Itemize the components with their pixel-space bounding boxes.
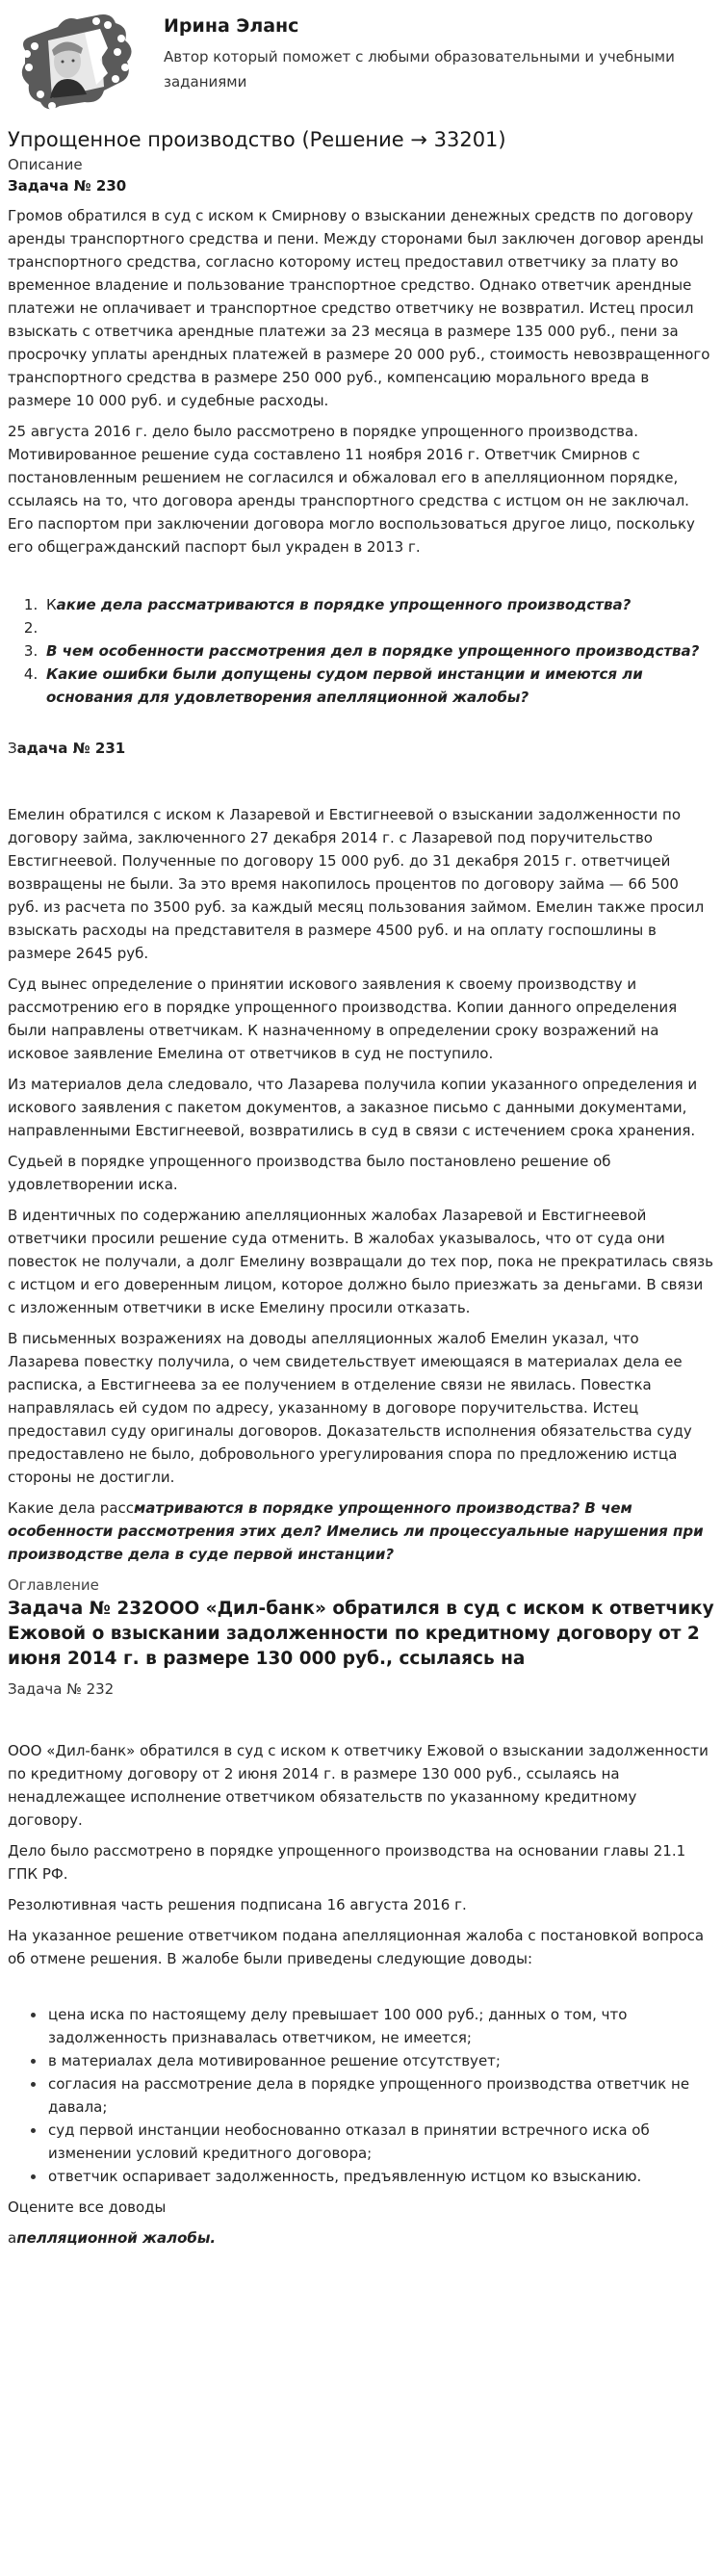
question-item bbox=[42, 616, 714, 639]
author-name[interactable]: Ирина Эланс bbox=[164, 15, 299, 37]
question-text: Какие ошибки были допущены судом первой инстанции и имеются ли основания для удовлетворения апелляционной жалобы? bbox=[46, 665, 643, 706]
task-232-paragraph: Резолютивная часть решения подписана 16 августа 2016 г. bbox=[8, 1896, 467, 1913]
avatar[interactable] bbox=[8, 6, 142, 121]
final-first-letter: а bbox=[8, 2229, 17, 2247]
argument-item: в материалах дела мотивированное решение отсутствует; bbox=[44, 2049, 714, 2072]
heading-first-letter: З bbox=[8, 740, 17, 757]
question-text: акие дела рассматриваются в порядке упрощенного производства? bbox=[56, 596, 632, 613]
question-plain: Какие дела расс bbox=[8, 1499, 135, 1517]
author-info bbox=[142, 6, 703, 94]
task-230-paragraph: Громов обратился в суд с иском к Смирнову о взыскании денежных средств по договору аренды транспортного средства и пени. Между сторонами был заключен договор аренды транспортного средства, согласно которому истец предоставил ответчику за плату во временное владение и пользование транспортное средство. Однако ответчик арендные платежи не оплачивает и транспортное средство ответчику не возвратил. Истец просил взыскать с ответчика арендные платежи за 23 месяца в размере 135 000 руб., пени за просрочку уплаты арендных платежей в размере 20 000 руб., стоимость невозвращенного транспортного средства в размере 250 000 руб., компенсацию морального вреда в размере 10 000 руб. и судебные расходы. bbox=[8, 207, 710, 409]
heading-rest: адача № 231 bbox=[16, 740, 126, 757]
avatar-image-icon bbox=[8, 6, 142, 121]
description-label: Описание bbox=[8, 156, 83, 173]
argument-item: цена иска по настоящему делу превышает 100 000 руб.; данных о том, что задолженность признавалась ответчиком, не имеется; bbox=[44, 2003, 714, 2049]
argument-item: суд первой инстанции необоснованно отказал в принятии встречного иска об изменении условий кредитного договора; bbox=[44, 2119, 714, 2165]
task-232-paragraph: ООО «Дил-банк» обратился в суд с иском к ответчику Ежовой о взыскании задолженности по кредитному договору от 2 июня 2014 г. в размере 130 000 руб., ссылаясь на ненадлежащее исполнение ответчиком обязательств по указанному кредитному договору. bbox=[8, 1742, 709, 1829]
argument-item: согласия на рассмотрение дела в порядке упрощенного производства ответчик не давала; bbox=[44, 2072, 714, 2119]
task-231-heading bbox=[8, 738, 714, 759]
task-231-paragraph: Суд вынес определение о принятии искового заявления к своему производству и рассмотрению его в порядке упрощенного производства. Копии данного определения были направлены ответчикам. К назначенному в определении сроку возражений на исковое заявление Емелина от ответчиков в суд не поступило. bbox=[8, 976, 678, 1062]
task-232-paragraph: Дело было рассмотрено в порядке упрощенного производства на основании главы 21.1 ГПК РФ. bbox=[8, 1842, 686, 1883]
task-231-paragraph: Судьей в порядке упрощенного производства было постановлено решение об удовлетворении иска. bbox=[8, 1153, 611, 1193]
question-bold: матриваются в порядке упрощенного производства? В чем особенности рассмотрения этих дел? Имелись ли процессуальные нарушения при производстве дела в суде первой инстанции? bbox=[8, 1499, 704, 1563]
toc-label: Оглавление bbox=[8, 1576, 99, 1594]
appeal-arguments-list bbox=[44, 2003, 714, 2188]
final-text bbox=[8, 2226, 714, 2250]
task-231-question bbox=[8, 1496, 714, 1566]
task-232-label: Задача № 232 bbox=[8, 1680, 115, 1698]
task-231-paragraph: Емелин обратился с иском к Лазаревой и Евстигнеевой о взыскании задолженности по договору займа, заключенного 27 декабря 2014 г. с Лазаревой под поручительство Евстигнеевой. Полученные по договору 15 000 руб. до 31 декабря 2015 г. ответчицей возвращены не были. За это время накопилось процентов по договору займа — 66 500 руб. из расчета по 3500 руб. за каждый месяц пользования займом. Емелин также просил взыскать расходы на представителя в размере 4500 руб. и на оплату госпошлины в размере 2645 руб. bbox=[8, 806, 705, 962]
task-230-heading: Задача № 230 bbox=[8, 177, 127, 195]
question-item bbox=[42, 639, 714, 663]
task-230-paragraph: 25 августа 2016 г. дело было рассмотрено в порядке упрощенного производства. Мотивированное решение суда составлено 11 ноября 2016 г. Ответчик Смирнов с постановленным решением не согласился и обжаловал его в апелляционном порядке, ссылаясь на то, что договора аренды транспортного средства с истцом он не заключал. Его паспортом при заключении договора могло воспользоваться другое лицо, поскольку его общегражданский паспорт был украден в 2013 г. bbox=[8, 423, 695, 556]
final-rest: пелляционной жалобы. bbox=[16, 2229, 217, 2247]
question-prefix: К bbox=[46, 596, 57, 613]
task-231-paragraph: В письменных возражениях на доводы апелляционных жалоб Емелин указал, что Лазарева повестку получила, о чем свидетельствует имеющаяся в материалах дела ее расписка, а Евстигнеева за ее получением в отделение связи не явилась. Повестка направлялась ей судом по адресу, указанному в договоре поручительства. Истец предоставил суду оригиналы договоров. Доказательств исполнения обязательства суду предоставлено не было, добровольного урегулирования спора по предложению истца стороны не достигли. bbox=[8, 1330, 692, 1486]
task-232-paragraph: На указанное решение ответчиком подана апелляционная жалоба с постановкой вопроса об отмене решения. В жалобе были приведены следующие доводы: bbox=[8, 1927, 705, 1967]
task-231-paragraph: Из материалов дела следовало, что Лазарева получила копии указанного определения и искового заявления с пакетом документов, а заказное письмо с данными документами, направленными Евстигнеевой, возвратились в суд в связи с истечением срока хранения. bbox=[8, 1076, 698, 1139]
question-item bbox=[42, 663, 714, 709]
author-card bbox=[8, 0, 714, 125]
page-title: Упрощенное производство (Решение → 33201) bbox=[8, 128, 506, 151]
author-description: Автор который поможет с любыми образовательными и учебными заданиями bbox=[164, 48, 675, 91]
task-231-paragraph: В идентичных по содержанию апелляционных жалобах Лазаревой и Евстигнеевой ответчики просили решение суда отменить. В жалобах указывалось, что от суда они повесток не получали, а долг Емелину возвращали до тех пор, пока не прекратилась связь с истцом и его доверенным лицом, которое должно было приезжать за деньгами. В связи с изложенным ответчики в иске Емелину просили отказать. bbox=[8, 1207, 713, 1316]
question-item bbox=[42, 593, 714, 616]
evaluate-text: Оцените все доводы bbox=[8, 2199, 167, 2216]
question-text: В чем особенности рассмотрения дел в порядке упрощенного производства? bbox=[46, 642, 700, 660]
toc-heading-link[interactable]: Задача № 232ООО «Дил-банк» обратился в суд с иском к ответчику Ежовой о взыскании задолженности по кредитному договору от 2 июня 2014 г. в размере 130 000 руб., ссылаясь на bbox=[8, 1599, 714, 1669]
task-230-questions bbox=[42, 593, 714, 709]
argument-item: ответчик оспаривает задолженность, предъявленную истцом ко взысканию. bbox=[44, 2165, 714, 2188]
